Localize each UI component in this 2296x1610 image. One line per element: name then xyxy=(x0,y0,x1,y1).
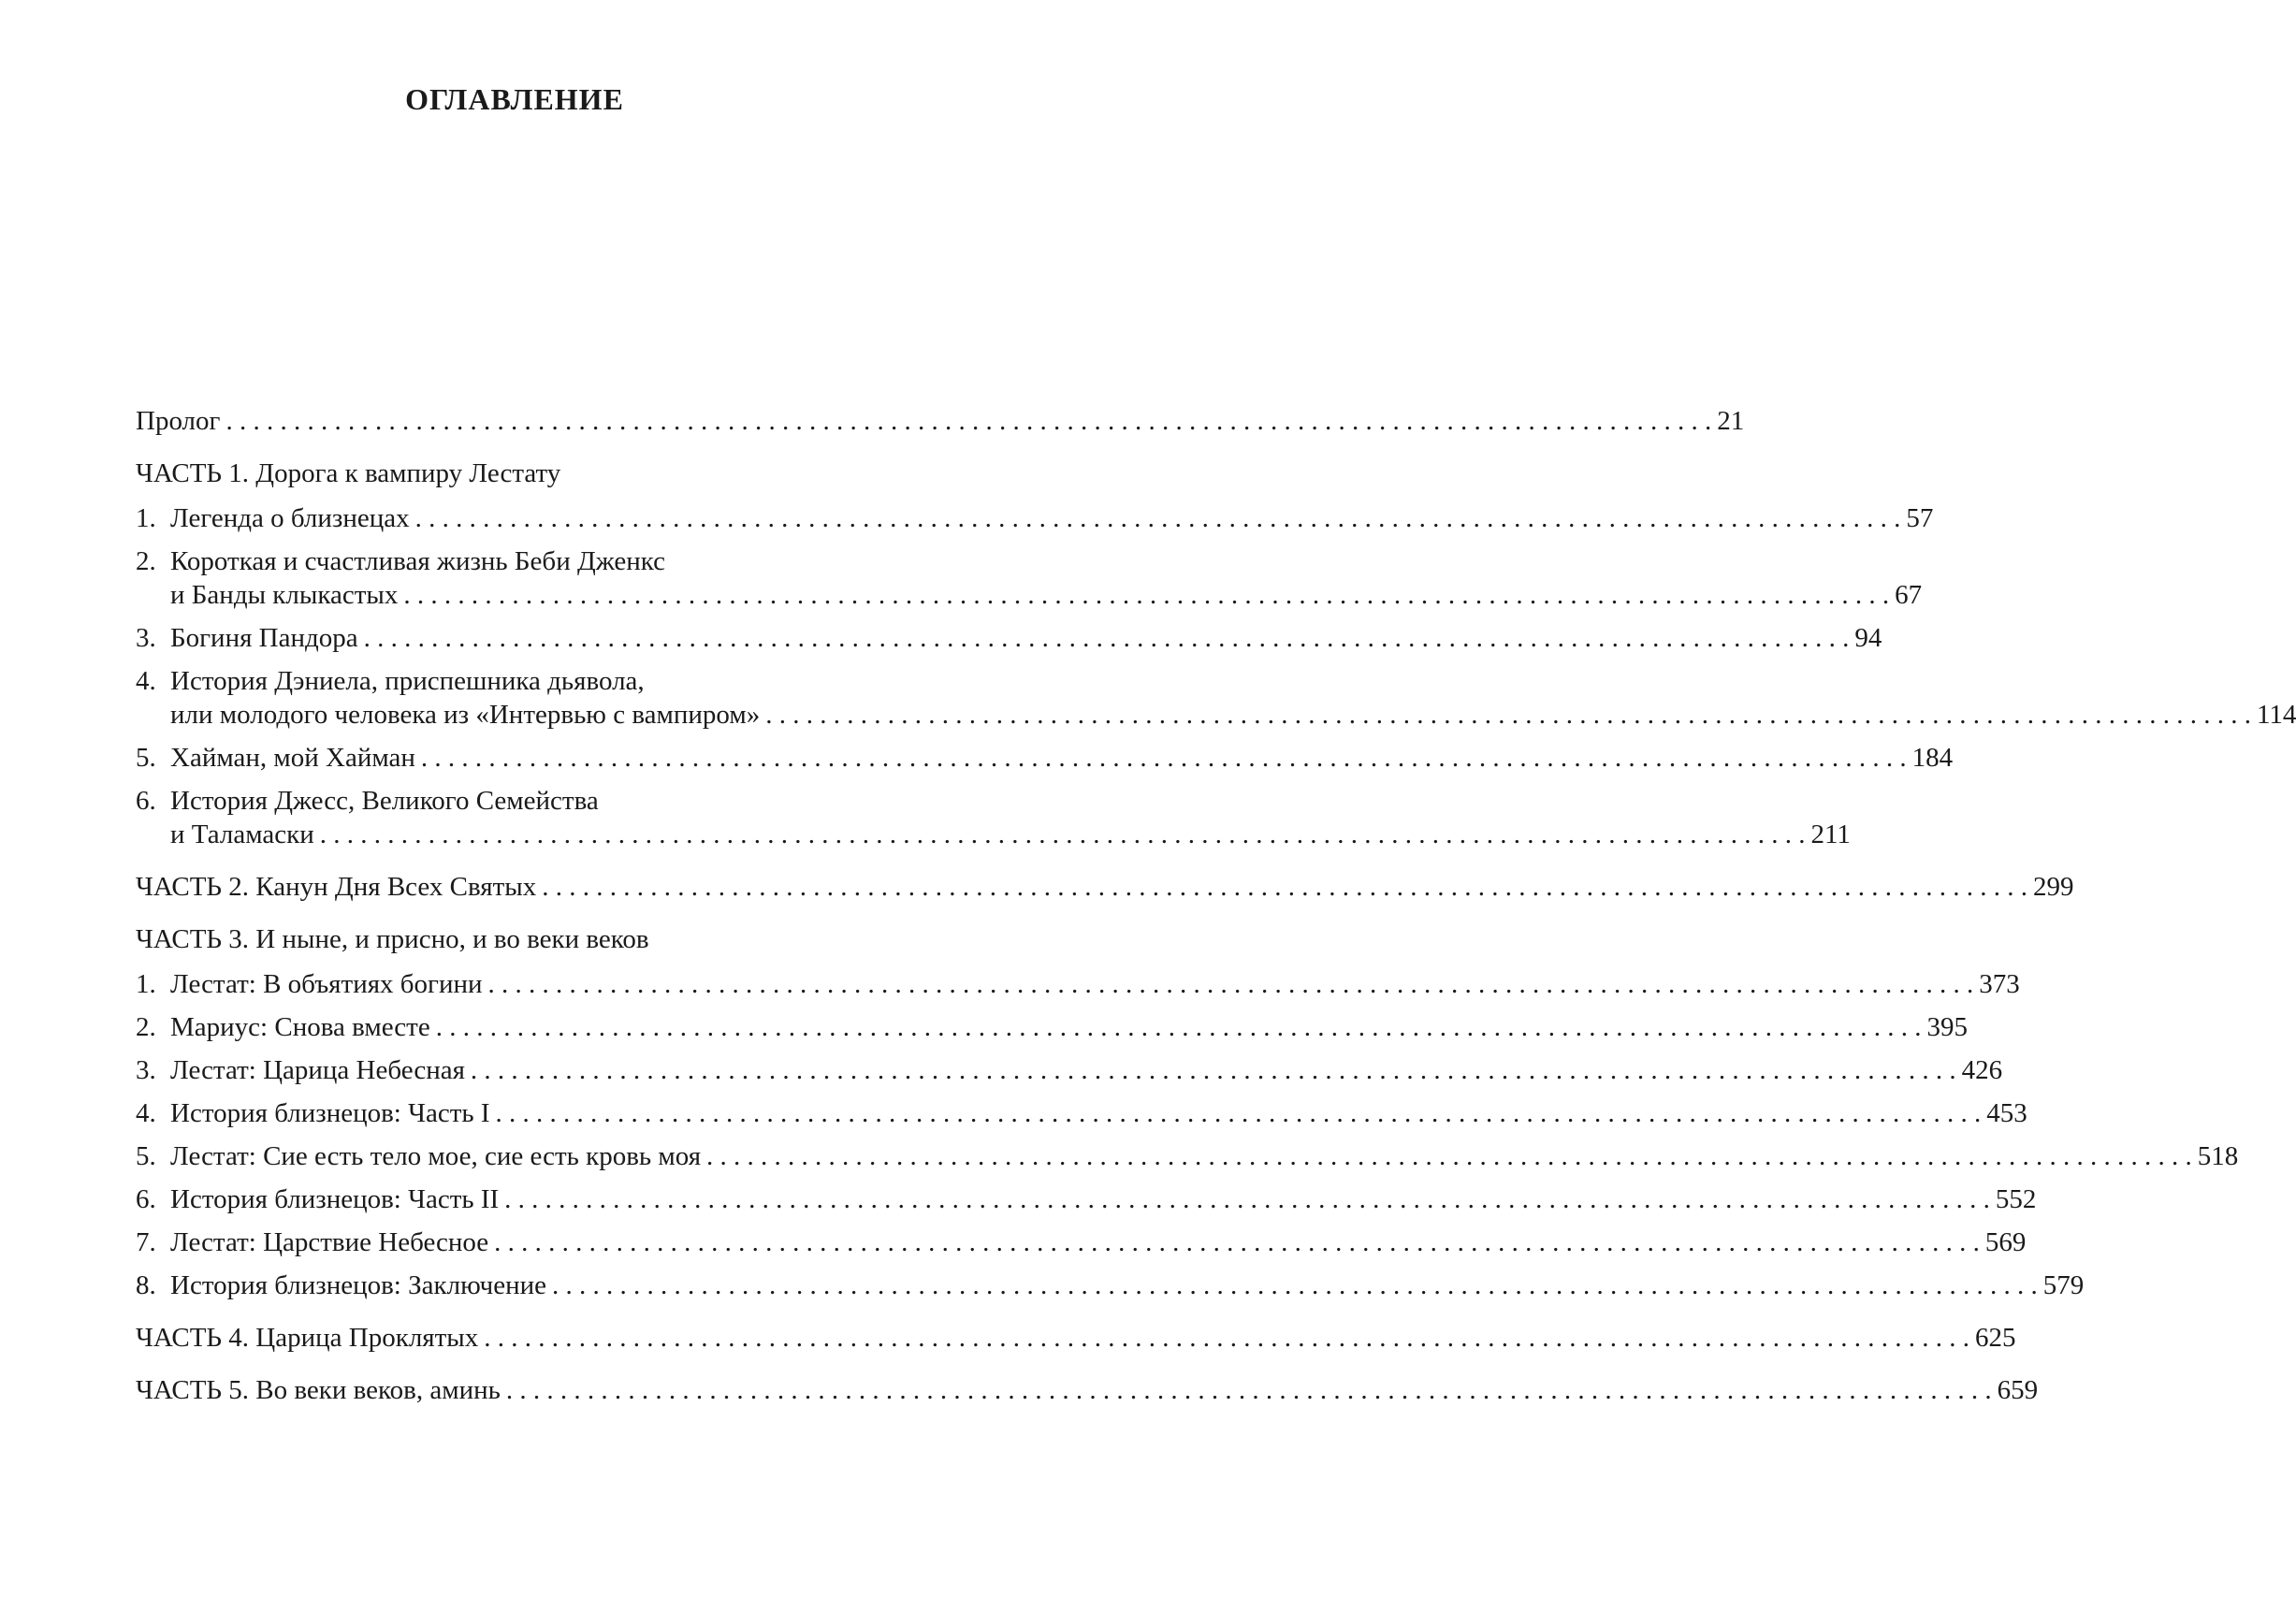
chapter-number: 3. xyxy=(136,1055,156,1085)
toc-entry-title: Мариус: Снова вместе xyxy=(170,1012,430,1042)
toc-entry[interactable] xyxy=(136,544,1923,612)
part-title: ЧАСТЬ 5. Во веки веков, аминь xyxy=(136,1375,501,1405)
toc-page-number: 21 xyxy=(1717,406,1745,436)
toc-entry[interactable] xyxy=(136,967,2020,1001)
toc-entry-title: Лестат: В объятиях богини xyxy=(170,969,483,999)
toc-entry[interactable] xyxy=(136,741,1954,775)
dot-leader xyxy=(552,1269,2038,1302)
toc-page-number: 114 xyxy=(2256,700,2296,730)
page-title: ОГЛАВЛЕНИЕ xyxy=(405,82,624,116)
toc-page-number: 518 xyxy=(2197,1141,2239,1171)
part-title: ЧАСТЬ 1. Дорога к вампиру Лестату xyxy=(136,458,561,488)
toc-page-number: 299 xyxy=(2033,872,2074,902)
toc-entry[interactable] xyxy=(136,1269,2085,1302)
toc-page-number: 579 xyxy=(2042,1270,2085,1300)
part-heading-3 xyxy=(136,922,903,956)
toc-entry-part-5[interactable] xyxy=(136,1373,2039,1407)
chapter-number: 1. xyxy=(136,503,156,533)
toc-entry[interactable] xyxy=(136,1139,2239,1173)
chapter-number: 2. xyxy=(136,546,156,576)
dot-leader xyxy=(364,621,1850,655)
part-heading-1 xyxy=(136,457,903,490)
dot-leader xyxy=(765,698,2251,732)
toc-entry-title: Лестат: Сие есть тело мое, сие есть кровь моя xyxy=(170,1141,702,1171)
dot-leader xyxy=(494,1226,1980,1259)
toc-entry-title: История близнецов: Часть II xyxy=(170,1184,500,1214)
toc-entry[interactable] xyxy=(136,1053,2003,1087)
dot-leader xyxy=(436,1010,1922,1044)
chapter-number: 4. xyxy=(136,666,156,696)
chapter-number: 5. xyxy=(136,743,156,773)
toc-page-number: 659 xyxy=(1997,1375,2039,1405)
toc-entry[interactable] xyxy=(136,1182,2037,1216)
chapter-number: 7. xyxy=(136,1227,156,1257)
toc-entry[interactable] xyxy=(136,1226,2027,1259)
toc-page-number: 211 xyxy=(1810,820,1851,849)
toc-entry-title: Лестат: Царствие Небесное xyxy=(170,1227,489,1257)
dot-leader xyxy=(542,870,2027,904)
chapter-number: 6. xyxy=(136,1184,156,1214)
dot-leader xyxy=(504,1182,1990,1216)
dot-leader xyxy=(225,404,1711,438)
toc-entry-part-4[interactable] xyxy=(136,1321,2016,1355)
toc-entry[interactable] xyxy=(136,501,1934,535)
toc-page-number: 453 xyxy=(1986,1098,2027,1128)
part-title: ЧАСТЬ 2. Канун Дня Всех Святых xyxy=(136,872,537,902)
toc-page-number: 395 xyxy=(1926,1012,1968,1042)
chapter-number: 1. xyxy=(136,969,156,999)
toc-entry[interactable] xyxy=(136,1010,1968,1044)
toc-entry-title: и Таламаски xyxy=(170,820,314,849)
toc-entry-prolog[interactable] xyxy=(136,404,1745,438)
dot-leader xyxy=(484,1321,1969,1355)
toc-entry-title: Пролог xyxy=(136,406,221,436)
toc-page-number: 94 xyxy=(1854,623,1882,653)
toc-entry-title: или молодого человека из «Интервью с вампиром» xyxy=(170,700,761,730)
dot-leader xyxy=(320,818,1806,851)
dot-leader xyxy=(421,741,1907,775)
toc-entry-title: Легенда о близнецах xyxy=(170,503,410,533)
toc-entry[interactable] xyxy=(136,1096,2027,1130)
toc-entry-title: и Банды клыкастых xyxy=(170,580,399,610)
part-title: ЧАСТЬ 4. Царица Проклятых xyxy=(136,1323,479,1353)
toc-entry[interactable] xyxy=(136,621,1882,655)
toc-entry-part-2[interactable] xyxy=(136,870,2074,904)
dot-leader xyxy=(488,967,1974,1001)
toc-entry-title-line1: Короткая и счастливая жизнь Беби Дженкс xyxy=(170,546,666,576)
toc-page-number: 426 xyxy=(1961,1055,2003,1085)
toc-entry-title-line1: История Джесс, Великого Семейства xyxy=(170,786,599,816)
chapter-number: 3. xyxy=(136,623,156,653)
chapter-number: 4. xyxy=(136,1098,156,1128)
dot-leader xyxy=(415,501,1901,535)
table-of-contents xyxy=(136,404,2296,1416)
dot-leader xyxy=(496,1096,1982,1130)
dot-leader xyxy=(471,1053,1956,1087)
toc-entry[interactable] xyxy=(136,664,2296,732)
toc-entry-title: История близнецов: Часть I xyxy=(170,1098,490,1128)
toc-entry-title-line1: История Дэниела, приспешника дьявола, xyxy=(170,666,645,696)
dot-leader xyxy=(506,1373,1992,1407)
toc-entry-title: Богиня Пандора xyxy=(170,623,358,653)
toc-page-number: 184 xyxy=(1911,743,1954,773)
dot-leader xyxy=(706,1139,2192,1173)
toc-page-number: 373 xyxy=(1979,969,2020,999)
toc-entry[interactable] xyxy=(136,784,1851,851)
toc-entry-title: Хайман, мой Хайман xyxy=(170,743,415,773)
toc-page-number: 552 xyxy=(1995,1184,2037,1214)
chapter-number: 8. xyxy=(136,1270,156,1300)
chapter-number: 6. xyxy=(136,786,156,816)
dot-leader xyxy=(403,578,1889,612)
toc-page-number: 569 xyxy=(1984,1227,2027,1257)
chapter-number: 2. xyxy=(136,1012,156,1042)
chapter-number: 5. xyxy=(136,1141,156,1171)
toc-entry-title: Лестат: Царица Небесная xyxy=(170,1055,465,1085)
toc-page-number: 67 xyxy=(1895,580,1923,610)
part-title: ЧАСТЬ 3. И ныне, и присно, и во веки веков xyxy=(136,924,649,954)
toc-page-number: 57 xyxy=(1906,503,1934,533)
toc-entry-title: История близнецов: Заключение xyxy=(170,1270,546,1300)
toc-page-number: 625 xyxy=(1975,1323,2016,1353)
